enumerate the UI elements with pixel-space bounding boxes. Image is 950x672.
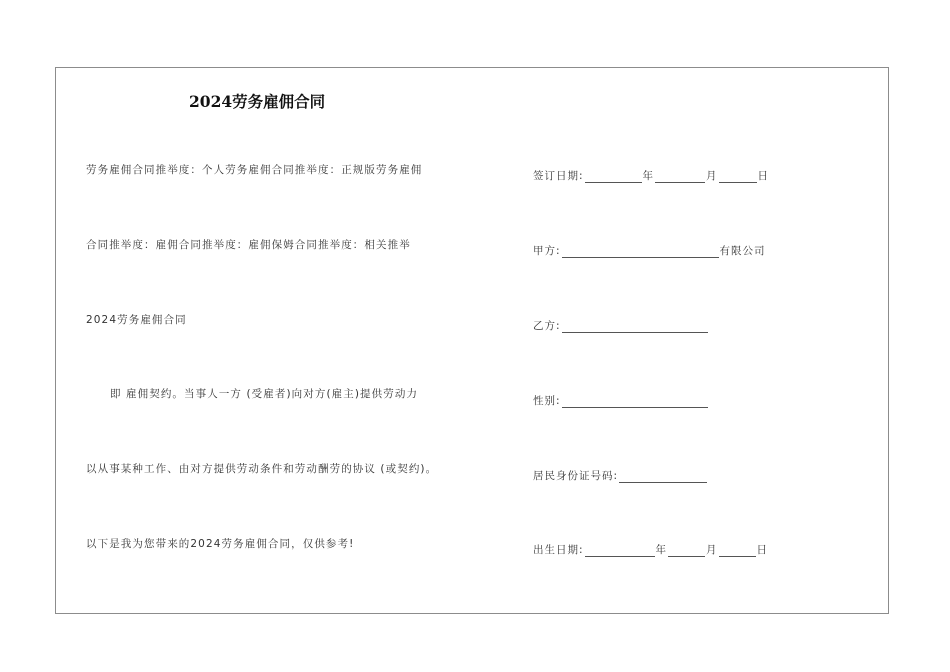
birth-date-month-label: 月 xyxy=(706,544,718,556)
id-number-blank[interactable] xyxy=(619,471,707,483)
intro-line-4: 即 雇佣契约。当事人一方 (受雇者)向对方(雇主)提供劳动力 xyxy=(110,388,419,400)
birth-date-day-label: 日 xyxy=(756,544,769,556)
intro-line-5: 以从事某种工作、由对方提供劳动条件和劳动酬劳的协议 (或契约)。 xyxy=(86,463,438,475)
birth-date-year-blank[interactable] xyxy=(585,545,655,557)
sign-date-day-blank[interactable] xyxy=(719,171,757,183)
gender-blank[interactable] xyxy=(562,396,708,408)
sign-date-year-label: 年 xyxy=(642,170,655,182)
birth-date-month-blank[interactable] xyxy=(668,545,705,557)
sign-date-label: 签订日期: xyxy=(533,170,584,182)
birth-date-field xyxy=(533,542,768,557)
intro-line-1: 劳务雇佣合同推举度：个人劳务雇佣合同推举度：正规版劳务雇佣 xyxy=(86,164,423,176)
birth-date-day-blank[interactable] xyxy=(719,545,756,557)
birth-date-label: 出生日期: xyxy=(533,544,584,556)
id-number-field xyxy=(533,468,708,483)
sign-date-field xyxy=(533,168,769,183)
intro-line-6: 以下是我为您带来的2024劳务雇佣合同，仅供参考! xyxy=(86,538,355,550)
party-a-suffix: 有限公司 xyxy=(719,245,766,257)
intro-line-2: 合同推举度：雇佣合同推举度：雇佣保姆合同推举度：相关推举 xyxy=(86,239,411,251)
intro-line-3: 2024劳务雇佣合同 xyxy=(86,314,187,326)
party-b-label: 乙方: xyxy=(533,320,561,332)
sign-date-day-label: 日 xyxy=(757,170,770,182)
party-a-label: 甲方: xyxy=(533,245,561,257)
party-b-field xyxy=(533,318,709,333)
sign-date-month-label: 月 xyxy=(706,170,718,182)
party-a-field xyxy=(533,243,766,258)
party-b-blank[interactable] xyxy=(562,321,708,333)
birth-date-year-label: 年 xyxy=(655,544,668,556)
page-border xyxy=(55,67,889,614)
gender-label: 性别: xyxy=(533,395,561,407)
sign-date-month-blank[interactable] xyxy=(655,171,705,183)
party-a-blank[interactable] xyxy=(562,246,719,258)
document-title: 2024劳务雇佣合同 xyxy=(189,92,326,111)
gender-field xyxy=(533,393,709,408)
sign-date-year-blank[interactable] xyxy=(585,171,642,183)
id-number-label: 居民身份证号码: xyxy=(533,470,619,482)
